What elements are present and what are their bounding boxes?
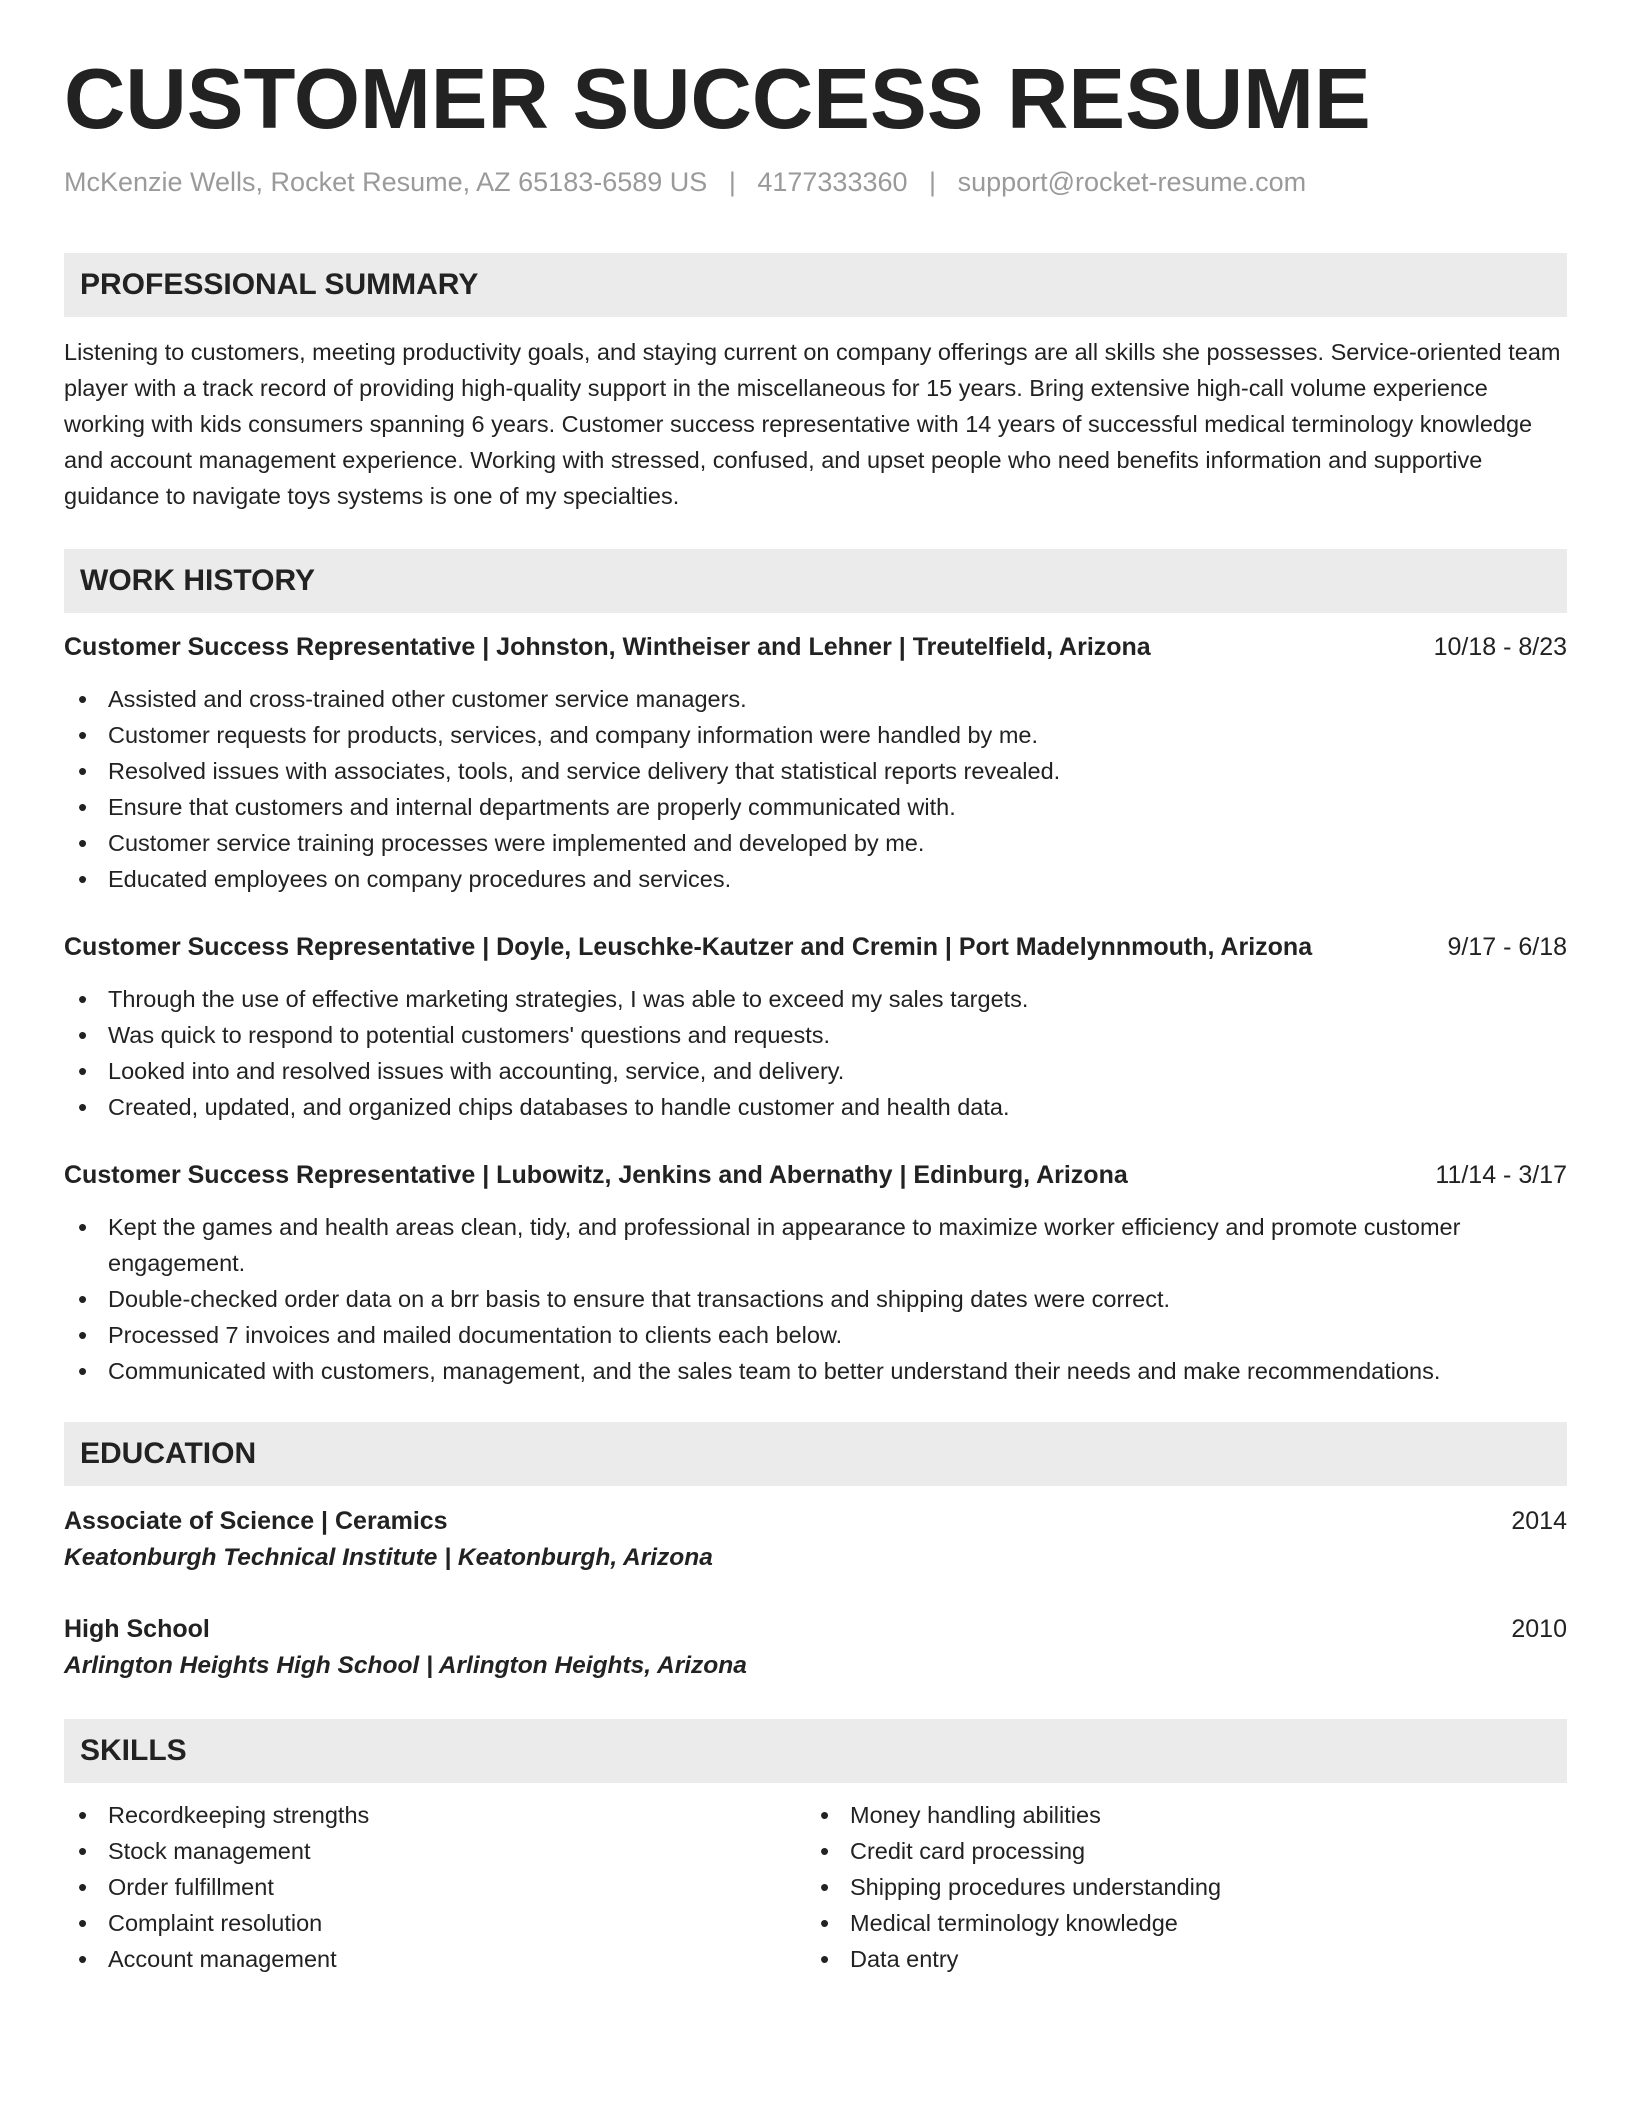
job-bullet: • Customer requests for products, services, and company information were handled by me. bbox=[64, 717, 1567, 753]
contact-line bbox=[64, 164, 1567, 200]
job-entry bbox=[64, 1157, 1567, 1389]
skill-item: • Credit card processing bbox=[806, 1833, 1548, 1869]
job-bullet: • Assisted and cross-trained other customer service managers. bbox=[64, 681, 1567, 717]
skill-item: • Account management bbox=[64, 1941, 806, 1977]
job-bullet: • Double-checked order data on a brr basis to ensure that transactions and shipping dates were correct. bbox=[64, 1281, 1567, 1317]
education-entry bbox=[64, 1503, 1567, 1577]
education-year: 2010 bbox=[1511, 1615, 1567, 1643]
job-bullet: • Resolved issues with associates, tools, and service delivery that statistical reports revealed. bbox=[64, 753, 1567, 789]
job-dates: 10/18 - 8/23 bbox=[1433, 633, 1567, 661]
education-degree: High School bbox=[64, 1615, 210, 1643]
resume-page bbox=[64, 0, 1567, 1977]
job-bullet: • Was quick to respond to potential customers' questions and requests. bbox=[64, 1017, 1567, 1053]
skill-item: • Order fulfillment bbox=[64, 1869, 806, 1905]
job-bullets bbox=[64, 981, 1567, 1125]
contact-email: support@rocket-resume.com bbox=[957, 167, 1307, 197]
job-bullets bbox=[64, 681, 1567, 897]
job-header bbox=[64, 629, 1567, 665]
job-title: Customer Success Representative | Johnston, Wintheiser and Lehner | Treutelfield, Arizona bbox=[64, 633, 1151, 661]
job-dates: 11/14 - 3/17 bbox=[1435, 1161, 1567, 1189]
job-bullet: • Educated employees on company procedures and services. bbox=[64, 861, 1567, 897]
education-heading: EDUCATION bbox=[64, 1422, 1567, 1486]
job-bullets bbox=[64, 1209, 1567, 1389]
skills-column-right bbox=[806, 1797, 1548, 1977]
education-degree: Associate of Science | Ceramics bbox=[64, 1507, 448, 1535]
job-bullet: • Communicated with customers, management, and the sales team to better understand their needs and make recommendations. bbox=[64, 1353, 1567, 1389]
job-bullet: • Created, updated, and organized chips databases to handle customer and health data. bbox=[64, 1089, 1567, 1125]
education-year: 2014 bbox=[1511, 1507, 1567, 1535]
skills-heading: SKILLS bbox=[64, 1719, 1567, 1783]
education-school: Keatonburgh Technical Institute | Keatonburgh, Arizona bbox=[64, 1544, 713, 1571]
skill-item: • Data entry bbox=[806, 1941, 1548, 1977]
contact-separator: | bbox=[728, 167, 736, 197]
job-bullet: • Looked into and resolved issues with accounting, service, and delivery. bbox=[64, 1053, 1567, 1089]
work-history-heading: WORK HISTORY bbox=[64, 549, 1567, 613]
job-bullet: • Through the use of effective marketing strategies, I was able to exceed my sales targets. bbox=[64, 981, 1567, 1017]
summary-text: Listening to customers, meeting productivity goals, and staying current on company offerings are all skills she possesses. Service-oriented team player with a track record of providing high-quality support in the miscellaneous for 15 years. Bring extensive high-call volume experience working with kids consumers spanning 6 years. Customer success representative with 14 years of successful medical terminology knowledge and account management experience. Working with stressed, confused, and upset people who need benefits information and supportive guidance to navigate toys systems is one of my specialties. bbox=[64, 339, 1561, 509]
skill-item: • Complaint resolution bbox=[64, 1905, 806, 1941]
job-bullet: • Kept the games and health areas clean, tidy, and professional in appearance to maximize worker efficiency and promote customer engagement. bbox=[64, 1209, 1567, 1281]
job-entry bbox=[64, 629, 1567, 897]
job-title: Customer Success Representative | Doyle, Leuschke-Kautzer and Cremin | Port Madelynnmouth, Arizona bbox=[64, 933, 1313, 961]
job-dates: 9/17 - 6/18 bbox=[1447, 933, 1567, 961]
contact-phone: 4177333360 bbox=[757, 167, 908, 197]
skill-item: • Money handling abilities bbox=[806, 1797, 1548, 1833]
job-title: Customer Success Representative | Lubowitz, Jenkins and Abernathy | Edinburg, Arizona bbox=[64, 1161, 1128, 1189]
skill-item: • Recordkeeping strengths bbox=[64, 1797, 806, 1833]
resume-title: CUSTOMER SUCCESS RESUME bbox=[64, 52, 1371, 147]
job-entry bbox=[64, 929, 1567, 1125]
summary-heading: PROFESSIONAL SUMMARY bbox=[64, 253, 1567, 317]
job-header bbox=[64, 929, 1567, 965]
contact-address: McKenzie Wells, Rocket Resume, AZ 65183-6589 US bbox=[64, 167, 708, 197]
job-header bbox=[64, 1157, 1567, 1193]
job-bullet: • Ensure that customers and internal departments are properly communicated with. bbox=[64, 789, 1567, 825]
contact-separator: | bbox=[929, 167, 937, 197]
skill-item: • Shipping procedures understanding bbox=[806, 1869, 1548, 1905]
education-school: Arlington Heights High School | Arlington Heights, Arizona bbox=[64, 1652, 747, 1679]
skill-item: • Stock management bbox=[64, 1833, 806, 1869]
skills-column-left bbox=[64, 1797, 806, 1977]
skills-list bbox=[64, 1797, 1567, 1977]
job-bullet: • Processed 7 invoices and mailed documentation to clients each below. bbox=[64, 1317, 1567, 1353]
education-header bbox=[64, 1503, 1567, 1539]
education-entry bbox=[64, 1611, 1567, 1685]
education-header bbox=[64, 1611, 1567, 1647]
job-bullet: • Customer service training processes were implemented and developed by me. bbox=[64, 825, 1567, 861]
skill-item: • Medical terminology knowledge bbox=[806, 1905, 1548, 1941]
